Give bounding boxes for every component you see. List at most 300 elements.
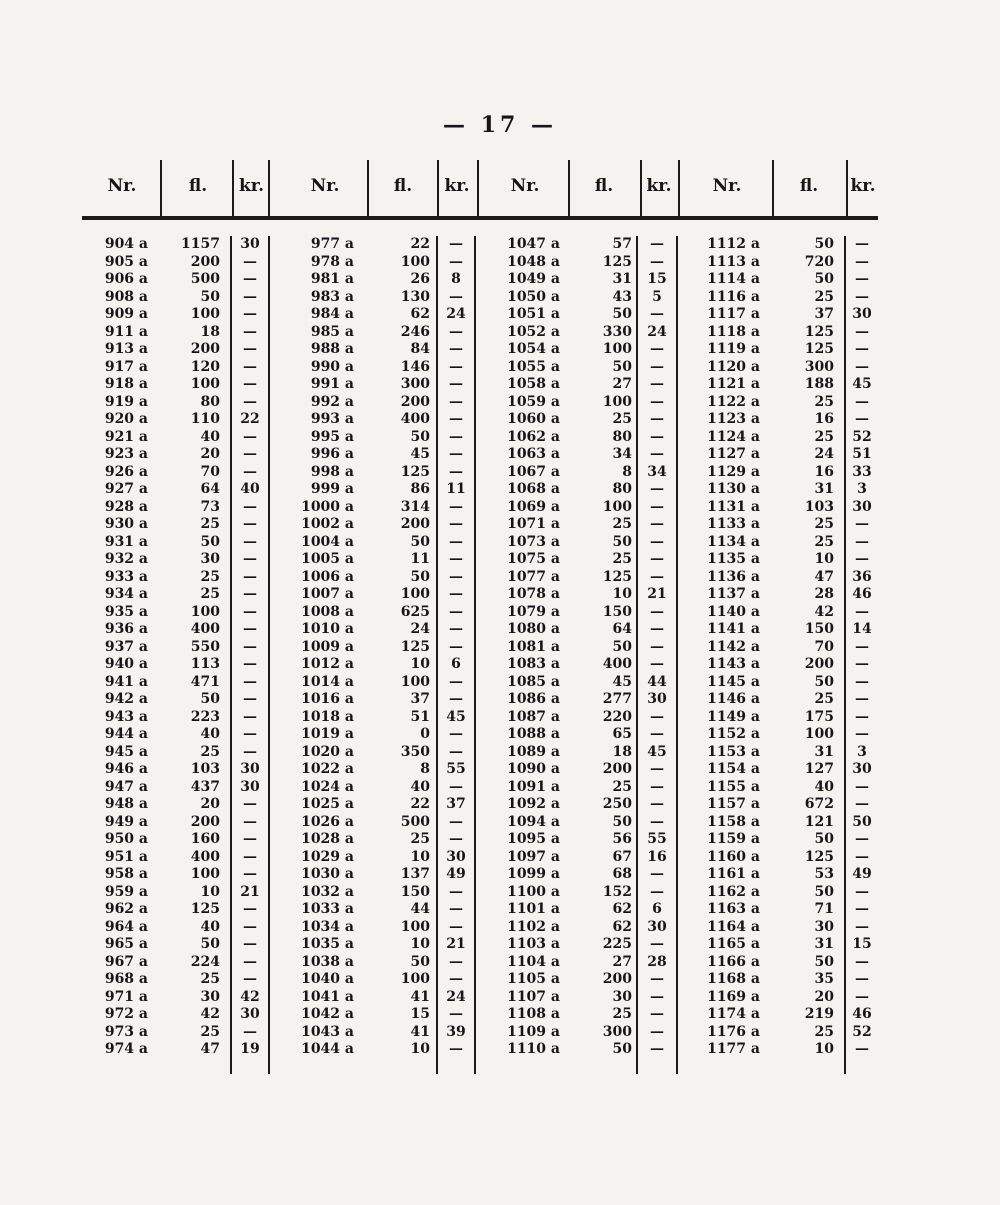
entry-gulden: 25 — [200, 586, 220, 602]
entry-number: 1127 a — [707, 446, 760, 462]
entry-kreuzer: — — [650, 358, 664, 375]
entry-gulden: 146 — [400, 358, 430, 375]
entry-number: 944 a — [104, 726, 148, 742]
entry-number: 1100 a — [507, 883, 560, 900]
header-nr: Nr. — [510, 176, 540, 196]
entry-gulden: 25 — [200, 516, 220, 532]
entry-kreuzer: 21 — [446, 936, 466, 952]
column-rule — [268, 160, 270, 216]
entry-gulden: 300 — [400, 376, 430, 392]
entry-kreuzer: — — [243, 586, 257, 602]
entry-gulden: 200 — [804, 656, 834, 672]
entry-number: 973 a — [104, 1023, 148, 1040]
entry-kreuzer: 3 — [857, 743, 867, 760]
entry-gulden: 50 — [410, 428, 430, 445]
entry-gulden: 100 — [400, 971, 430, 987]
entry-kreuzer: — — [855, 638, 869, 655]
entry-gulden: 40 — [200, 918, 220, 935]
entry-number: 1043 a — [301, 1023, 354, 1040]
entry-number: 1025 a — [301, 796, 354, 812]
header-kr: kr. — [444, 176, 470, 196]
entry-kreuzer: — — [449, 743, 463, 760]
entry-kreuzer: 52 — [852, 1023, 872, 1040]
entry-gulden: 200 — [190, 341, 220, 357]
entry-number: 1153 a — [707, 743, 760, 760]
entry-gulden: 400 — [400, 411, 430, 427]
entry-number: 1058 a — [507, 376, 560, 392]
entry-kreuzer: 51 — [852, 446, 872, 462]
entry-gulden: 25 — [410, 831, 430, 847]
entry-gulden: 400 — [602, 656, 632, 672]
entry-number: 998 a — [310, 463, 354, 480]
entry-kreuzer: — — [855, 708, 869, 725]
entry-kreuzer: — — [650, 883, 664, 900]
entry-gulden: 24 — [814, 446, 834, 462]
entry-kreuzer: — — [243, 901, 257, 917]
entry-number: 972 a — [104, 1006, 148, 1022]
entry-number: 1032 a — [301, 883, 354, 900]
entry-number: 1006 a — [301, 568, 354, 585]
entry-gulden: 42 — [814, 603, 834, 620]
entry-number: 1174 a — [707, 1006, 760, 1022]
entry-kreuzer: — — [855, 341, 869, 357]
entry-number: 988 a — [310, 341, 354, 357]
entry-kreuzer: — — [650, 988, 664, 1005]
entry-number: 1086 a — [507, 691, 560, 707]
entry-number: 1143 a — [707, 656, 760, 672]
entry-kreuzer: — — [243, 376, 257, 392]
entry-kreuzer: — — [855, 953, 869, 970]
entry-number: 1119 a — [707, 341, 760, 357]
entry-kreuzer: — — [650, 498, 664, 515]
entry-gulden: 56 — [612, 831, 632, 847]
entry-kreuzer: — — [449, 253, 463, 270]
entry-kreuzer: 16 — [647, 848, 667, 865]
entry-kreuzer: 19 — [240, 1041, 260, 1057]
entry-gulden: 28 — [814, 586, 834, 602]
entry-number: 1110 a — [507, 1041, 560, 1057]
entry-kreuzer: — — [449, 393, 463, 410]
entry-number: 928 a — [104, 498, 148, 515]
entry-kreuzer: 24 — [647, 323, 667, 340]
entry-number: 913 a — [104, 341, 148, 357]
entry-gulden: 30 — [200, 551, 220, 567]
entry-kreuzer: 6 — [451, 656, 461, 672]
entry-number: 1049 a — [507, 271, 560, 287]
entry-kreuzer: — — [650, 376, 664, 392]
entry-gulden: 43 — [612, 288, 632, 305]
entry-kreuzer: — — [855, 831, 869, 847]
entry-number: 1090 a — [507, 761, 560, 777]
entry-kreuzer: — — [650, 533, 664, 550]
entry-kreuzer: — — [243, 603, 257, 620]
entry-number: 968 a — [104, 971, 148, 987]
entry-number: 1155 a — [707, 778, 760, 795]
entry-number: 978 a — [310, 253, 354, 270]
entry-number: 1083 a — [507, 656, 560, 672]
entry-number: 992 a — [310, 393, 354, 410]
entry-gulden: 30 — [814, 918, 834, 935]
entry-kreuzer: 39 — [446, 1023, 466, 1040]
entry-kreuzer: 45 — [647, 743, 667, 760]
entry-kreuzer: — — [243, 813, 257, 830]
entry-number: 1034 a — [301, 918, 354, 935]
entry-gulden: 40 — [410, 778, 430, 795]
entry-number: 1134 a — [707, 533, 760, 550]
entry-kreuzer: — — [650, 603, 664, 620]
entry-kreuzer: 30 — [852, 306, 872, 322]
entry-kreuzer: — — [650, 446, 664, 462]
entry-kreuzer: — — [855, 288, 869, 305]
entry-gulden: 200 — [190, 813, 220, 830]
entry-number: 1104 a — [507, 953, 560, 970]
entry-kreuzer: 11 — [446, 481, 466, 497]
entry-gulden: 103 — [190, 761, 220, 777]
entry-kreuzer: — — [650, 726, 664, 742]
entry-number: 1158 a — [707, 813, 760, 830]
entry-number: 1004 a — [301, 533, 354, 550]
entry-gulden: 50 — [612, 306, 632, 322]
entry-number: 964 a — [104, 918, 148, 935]
entry-gulden: 64 — [612, 621, 632, 637]
entry-number: 909 a — [104, 306, 148, 322]
entry-kreuzer: — — [650, 1006, 664, 1022]
entry-gulden: 10 — [410, 848, 430, 865]
entry-gulden: 84 — [410, 341, 430, 357]
entry-kreuzer: — — [855, 726, 869, 742]
entry-number: 1073 a — [507, 533, 560, 550]
entry-gulden: 40 — [200, 726, 220, 742]
entry-number: 1055 a — [507, 358, 560, 375]
entry-gulden: 277 — [602, 691, 632, 707]
entry-gulden: 35 — [814, 971, 834, 987]
entry-kreuzer: — — [449, 446, 463, 462]
entry-gulden: 121 — [804, 813, 834, 830]
entry-number: 1012 a — [301, 656, 354, 672]
entry-gulden: 62 — [612, 901, 632, 917]
entry-number: 1177 a — [707, 1041, 760, 1057]
entry-kreuzer: — — [855, 323, 869, 340]
entry-gulden: 125 — [602, 253, 632, 270]
entry-kreuzer: 30 — [852, 498, 872, 515]
entry-kreuzer: — — [243, 533, 257, 550]
entry-kreuzer: — — [855, 236, 869, 252]
entry-kreuzer: — — [449, 691, 463, 707]
entry-gulden: 45 — [612, 673, 632, 690]
entry-kreuzer: — — [650, 236, 664, 252]
entry-gulden: 44 — [410, 901, 430, 917]
entry-gulden: 314 — [400, 498, 430, 515]
entry-number: 1146 a — [707, 691, 760, 707]
entry-kreuzer: 24 — [446, 988, 466, 1005]
entry-number: 1088 a — [507, 726, 560, 742]
entry-gulden: 200 — [602, 761, 632, 777]
entry-number: 1114 a — [707, 271, 760, 287]
entry-number: 1028 a — [301, 831, 354, 847]
entry-number: 1047 a — [507, 236, 560, 252]
entry-gulden: 20 — [814, 988, 834, 1005]
entry-number: 993 a — [310, 411, 354, 427]
entry-gulden: 10 — [612, 586, 632, 602]
entry-number: 1101 a — [507, 901, 560, 917]
entry-gulden: 10 — [814, 551, 834, 567]
entry-kreuzer: — — [449, 568, 463, 585]
entry-gulden: 188 — [804, 376, 834, 392]
entry-gulden: 16 — [814, 411, 834, 427]
entry-gulden: 11 — [410, 551, 430, 567]
entry-gulden: 50 — [200, 936, 220, 952]
entry-kreuzer: — — [855, 533, 869, 550]
entry-kreuzer: — — [855, 1041, 869, 1057]
entry-number: 1164 a — [707, 918, 760, 935]
entry-number: 908 a — [104, 288, 148, 305]
entry-gulden: 150 — [602, 603, 632, 620]
entry-number: 1087 a — [507, 708, 560, 725]
entry-gulden: 25 — [814, 516, 834, 532]
entry-gulden: 24 — [410, 621, 430, 637]
entry-kreuzer: — — [243, 393, 257, 410]
entry-kreuzer: 30 — [647, 918, 667, 935]
entry-kreuzer: — — [243, 341, 257, 357]
entry-kreuzer: — — [449, 551, 463, 567]
entry-number: 1152 a — [707, 726, 760, 742]
entry-gulden: 437 — [190, 778, 220, 795]
entry-gulden: 22 — [410, 796, 430, 812]
entry-gulden: 1157 — [181, 236, 220, 252]
entry-number: 984 a — [310, 306, 354, 322]
entry-gulden: 100 — [602, 341, 632, 357]
entry-kreuzer: — — [650, 1041, 664, 1057]
entry-gulden: 200 — [400, 393, 430, 410]
entry-number: 1099 a — [507, 866, 560, 882]
entry-gulden: 100 — [602, 393, 632, 410]
page-number: — 17 — — [443, 112, 557, 138]
entry-number: 1038 a — [301, 953, 354, 970]
entry-gulden: 31 — [612, 271, 632, 287]
entry-gulden: 25 — [612, 551, 632, 567]
entry-number: 1163 a — [707, 901, 760, 917]
entry-number: 1052 a — [507, 323, 560, 340]
entry-kreuzer: — — [449, 901, 463, 917]
entry-kreuzer: — — [650, 971, 664, 987]
entry-kreuzer: — — [650, 428, 664, 445]
entry-gulden: 80 — [612, 481, 632, 497]
entry-gulden: 25 — [814, 533, 834, 550]
entry-gulden: 25 — [612, 516, 632, 532]
entry-gulden: 34 — [612, 446, 632, 462]
entry-number: 1022 a — [301, 761, 354, 777]
column-rule — [640, 160, 642, 216]
entry-kreuzer: — — [243, 551, 257, 567]
entry-kreuzer: — — [243, 656, 257, 672]
entry-kreuzer: — — [650, 656, 664, 672]
entry-gulden: 57 — [612, 236, 632, 252]
entry-number: 962 a — [104, 901, 148, 917]
entry-number: 1130 a — [707, 481, 760, 497]
entry-kreuzer: — — [449, 498, 463, 515]
header-nr: Nr. — [310, 176, 340, 196]
entry-kreuzer: — — [243, 918, 257, 935]
entry-number: 906 a — [104, 271, 148, 287]
entry-number: 1050 a — [507, 288, 560, 305]
entry-number: 1060 a — [507, 411, 560, 427]
entry-kreuzer: 46 — [852, 1006, 872, 1022]
entry-gulden: 50 — [612, 638, 632, 655]
entry-kreuzer: — — [650, 393, 664, 410]
entry-kreuzer: — — [855, 393, 869, 410]
entry-gulden: 300 — [602, 1023, 632, 1040]
entry-number: 1124 a — [707, 428, 760, 445]
entry-gulden: 110 — [190, 411, 220, 427]
entry-gulden: 86 — [410, 481, 430, 497]
entry-kreuzer: — — [243, 498, 257, 515]
entry-kreuzer: — — [855, 971, 869, 987]
entry-number: 1079 a — [507, 603, 560, 620]
entry-gulden: 37 — [814, 306, 834, 322]
column-rule — [437, 160, 439, 216]
entry-gulden: 400 — [190, 621, 220, 637]
entry-gulden: 50 — [814, 673, 834, 690]
entry-gulden: 103 — [804, 498, 834, 515]
header-nr: Nr. — [107, 176, 137, 196]
column-rule — [568, 160, 570, 216]
entry-kreuzer: — — [855, 778, 869, 795]
entry-gulden: 31 — [814, 936, 834, 952]
entry-kreuzer: 15 — [852, 936, 872, 952]
entry-gulden: 175 — [804, 708, 834, 725]
entry-number: 991 a — [310, 376, 354, 392]
entry-number: 1140 a — [707, 603, 760, 620]
entry-kreuzer: 30 — [446, 848, 466, 865]
entry-kreuzer: — — [650, 341, 664, 357]
entry-gulden: 64 — [200, 481, 220, 497]
entry-number: 1160 a — [707, 848, 760, 865]
entry-number: 967 a — [104, 953, 148, 970]
entry-kreuzer: 34 — [647, 463, 667, 480]
entry-kreuzer: — — [449, 726, 463, 742]
entry-gulden: 31 — [814, 481, 834, 497]
entry-gulden: 47 — [814, 568, 834, 585]
entry-number: 936 a — [104, 621, 148, 637]
entry-number: 1041 a — [301, 988, 354, 1005]
entry-kreuzer: — — [855, 551, 869, 567]
entry-gulden: 625 — [400, 603, 430, 620]
entry-kreuzer: — — [243, 743, 257, 760]
entry-kreuzer: — — [650, 481, 664, 497]
entry-gulden: 25 — [200, 1023, 220, 1040]
entry-gulden: 125 — [400, 638, 430, 655]
entry-kreuzer: — — [449, 831, 463, 847]
entry-kreuzer: 55 — [647, 831, 667, 847]
entry-number: 1077 a — [507, 568, 560, 585]
entry-kreuzer: — — [449, 673, 463, 690]
column-rule — [367, 160, 369, 216]
entry-gulden: 120 — [190, 358, 220, 375]
entry-kreuzer: — — [855, 516, 869, 532]
entry-kreuzer: 15 — [647, 271, 667, 287]
entry-gulden: 100 — [400, 673, 430, 690]
entry-number: 932 a — [104, 551, 148, 567]
entry-gulden: 50 — [814, 236, 834, 252]
entry-gulden: 50 — [814, 953, 834, 970]
entry-kreuzer: — — [243, 306, 257, 322]
entry-gulden: 31 — [814, 743, 834, 760]
entry-kreuzer: — — [243, 288, 257, 305]
entry-number: 945 a — [104, 743, 148, 760]
entry-number: 930 a — [104, 516, 148, 532]
entry-number: 1005 a — [301, 551, 354, 567]
entry-kreuzer: — — [650, 568, 664, 585]
entry-number: 1108 a — [507, 1006, 560, 1022]
header-kr: kr. — [238, 176, 265, 196]
entry-number: 1078 a — [507, 586, 560, 602]
entry-kreuzer: 21 — [240, 883, 260, 900]
entry-number: 1002 a — [301, 516, 354, 532]
entry-kreuzer: — — [449, 411, 463, 427]
entry-gulden: 8 — [420, 761, 430, 777]
entry-gulden: 20 — [200, 446, 220, 462]
header-rule — [82, 216, 878, 220]
entry-gulden: 224 — [190, 953, 220, 970]
entry-number: 926 a — [104, 463, 148, 480]
entry-kreuzer: — — [449, 428, 463, 445]
entry-number: 1137 a — [707, 586, 760, 602]
column-rule — [232, 160, 234, 216]
entry-kreuzer: — — [449, 323, 463, 340]
entry-number: 1044 a — [301, 1041, 354, 1057]
column-rule — [678, 160, 680, 216]
entry-gulden: 125 — [400, 463, 430, 480]
entry-number: 996 a — [310, 446, 354, 462]
entry-number: 1112 a — [707, 236, 760, 252]
entry-gulden: 471 — [190, 673, 220, 690]
entry-number: 946 a — [104, 761, 148, 777]
entry-gulden: 25 — [814, 288, 834, 305]
entry-number: 1020 a — [301, 743, 354, 760]
entry-gulden: 30 — [612, 988, 632, 1005]
entry-number: 1145 a — [707, 673, 760, 690]
entry-number: 921 a — [104, 428, 148, 445]
entry-number: 1142 a — [707, 638, 760, 655]
entry-kreuzer: — — [650, 306, 664, 322]
entry-gulden: 80 — [200, 393, 220, 410]
entry-gulden: 25 — [814, 393, 834, 410]
entry-number: 937 a — [104, 638, 148, 655]
entry-gulden: 42 — [200, 1006, 220, 1022]
entry-number: 1019 a — [301, 726, 354, 742]
entry-gulden: 26 — [410, 271, 430, 287]
entry-number: 1085 a — [507, 673, 560, 690]
entry-number: 1063 a — [507, 446, 560, 462]
header-fl: fl. — [188, 176, 208, 196]
entry-number: 941 a — [104, 673, 148, 690]
entry-kreuzer: — — [449, 778, 463, 795]
entry-kreuzer: — — [243, 726, 257, 742]
entry-gulden: 100 — [804, 726, 834, 742]
entry-kreuzer: — — [243, 1023, 257, 1040]
entry-kreuzer: 44 — [647, 673, 667, 690]
entry-number: 950 a — [104, 831, 148, 847]
entry-number: 1035 a — [301, 936, 354, 952]
entry-number: 917 a — [104, 358, 148, 375]
entry-gulden: 225 — [602, 936, 632, 952]
entry-number: 1162 a — [707, 883, 760, 900]
entry-number: 1161 a — [707, 866, 760, 882]
entry-number: 1149 a — [707, 708, 760, 725]
entry-number: 1029 a — [301, 848, 354, 865]
entry-gulden: 50 — [612, 1041, 632, 1057]
entry-gulden: 45 — [410, 446, 430, 462]
